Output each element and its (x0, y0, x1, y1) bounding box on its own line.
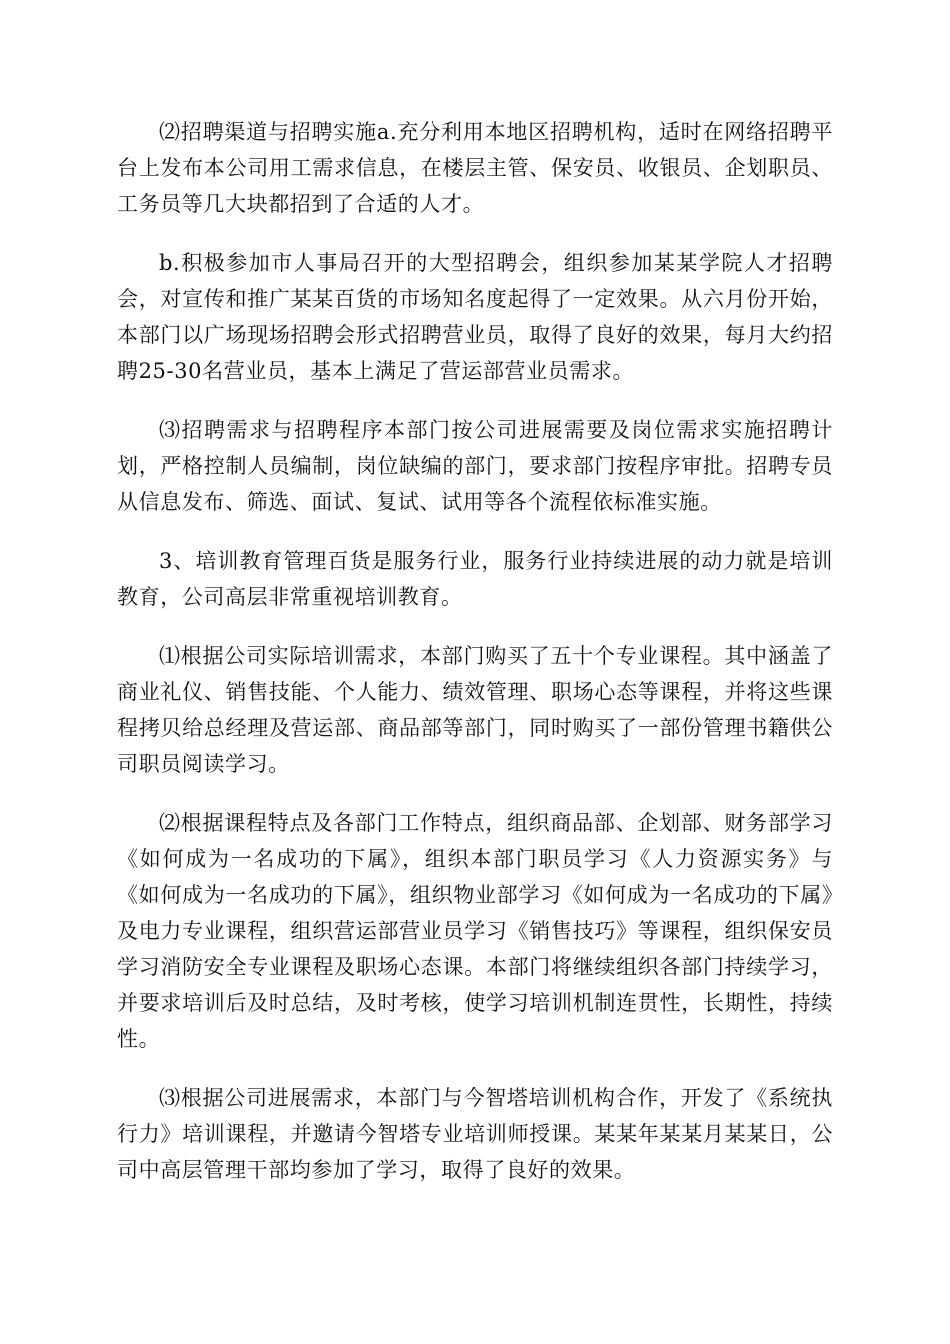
paragraph-execution-course: ⑶根据公司进展需求，本部门与今智塔培训机构合作，开发了《系统执行力》培训课程，并邀请今智塔专业培训师授课。某某年某某月某某日，公司中高层管理干部均参加了学习，取得了良好的效果。 (117, 1086, 833, 1182)
document-body (117, 114, 833, 1211)
paragraph-department-training: ⑵根据课程特点及各部门工作特点，组织商品部、企划部、财务部学习《如何成为一名成功的下属》，组织本部门职员学习《人力资源实务》与《如何成为一名成功的下属》，组织物业部学习《如何成为一名成功的下属》及电力专业课程，组织营运部营业员学习《销售技巧》等课程，组织保安员学习消防安全专业课程及职场心态课。本部门将继续组织各部门持续学习，并要求培训后及时总结，及时考核，使学习培训机制连贯性，长期性，持续性。 (117, 811, 833, 1051)
paragraph-training-management: 3、培训教育管理百货是服务行业，服务行业持续进展的动力就是培训教育，公司高层非常重视培训教育。 (117, 549, 833, 609)
paragraph-training-courses: ⑴根据公司实际培训需求，本部门购买了五十个专业课程。其中涵盖了商业礼仪、销售技能、个人能力、绩效管理、职场心态等课程，并将这些课程拷贝给总经理及营运部、商品部等部门，同时购买了一部份管理书籍供公司职员阅读学习。 (117, 644, 833, 776)
paragraph-recruitment-procedure: ⑶招聘需求与招聘程序本部门按公司进展需要及岗位需求实施招聘计划，严格控制人员编制，岗位缺编的部门，要求部门按程序审批。招聘专员从信息发布、筛选、面试、复试、试用等各个流程依标准实施。 (117, 418, 833, 514)
paragraph-job-fairs: b.积极参加市人事局召开的大型招聘会，组织参加某某学院人才招聘会，对宣传和推广某某百货的市场知名度起得了一定效果。从六月份开始，本部门以广场现场招聘会形式招聘营业员，取得了良好的效果，每月大约招聘25-30名营业员，基本上满足了营运部营业员需求。 (117, 251, 833, 383)
paragraph-recruitment-channels: ⑵招聘渠道与招聘实施a.充分利用本地区招聘机构，适时在网络招聘平台上发布本公司用工需求信息，在楼层主管、保安员、收银员、企划职员、工务员等几大块都招到了合适的人才。 (117, 120, 833, 216)
